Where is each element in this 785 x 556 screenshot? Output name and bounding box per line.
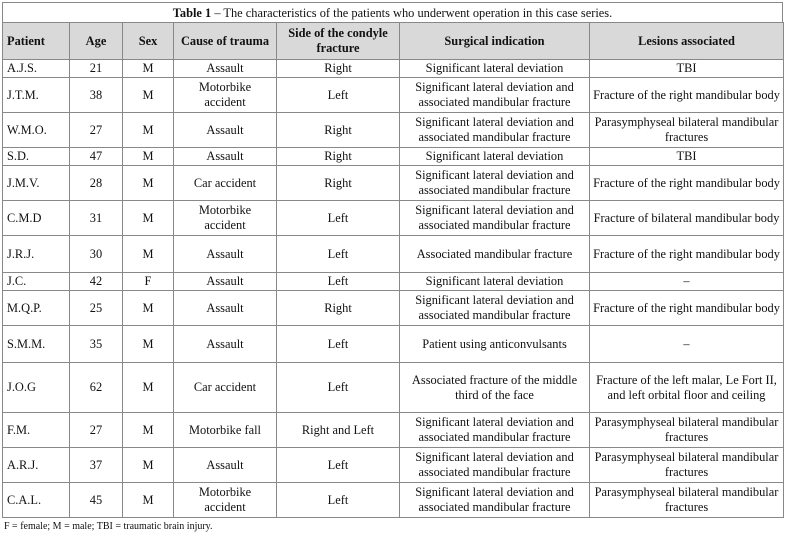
table-cell: M bbox=[123, 236, 174, 273]
table-cell: M bbox=[123, 78, 174, 113]
table-cell: Assault bbox=[174, 326, 277, 363]
table-cell: 35 bbox=[70, 326, 123, 363]
table-cell: Significant lateral deviation and associated mandibular fracture bbox=[400, 78, 590, 113]
table-caption-text: – The characteristics of the patients who underwent operation in this case series. bbox=[211, 6, 613, 20]
table-cell: J.M.V. bbox=[3, 166, 70, 201]
table-cell: Parasymphyseal bilateral mandibular fractures bbox=[590, 113, 784, 148]
table-cell: – bbox=[590, 273, 784, 291]
header-cell: Age bbox=[70, 23, 123, 60]
table-cell: M bbox=[123, 291, 174, 326]
table-cell: Left bbox=[277, 448, 400, 483]
header-cell: Lesions associated bbox=[590, 23, 784, 60]
table-cell: Fracture of the left malar, Le Fort II, and left orbital floor and ceiling bbox=[590, 363, 784, 413]
table-cell: Right and Left bbox=[277, 413, 400, 448]
table-cell: Significant lateral deviation and associated mandibular fracture bbox=[400, 483, 590, 518]
table-cell: Motorbike accident bbox=[174, 78, 277, 113]
table-cell: M bbox=[123, 201, 174, 236]
table-cell: J.T.M. bbox=[3, 78, 70, 113]
table-cell: Assault bbox=[174, 60, 277, 78]
table-cell: Significant lateral deviation bbox=[400, 148, 590, 166]
table-row bbox=[3, 201, 784, 236]
table-cell: Left bbox=[277, 363, 400, 413]
table-cell: J.R.J. bbox=[3, 236, 70, 273]
table-row bbox=[3, 326, 784, 363]
header-row bbox=[3, 23, 784, 60]
table-cell: S.D. bbox=[3, 148, 70, 166]
table-cell: Fracture of the right mandibular body bbox=[590, 291, 784, 326]
table-cell: Assault bbox=[174, 236, 277, 273]
table-cell: Right bbox=[277, 166, 400, 201]
table-cell: Associated mandibular fracture bbox=[400, 236, 590, 273]
table-cell: 28 bbox=[70, 166, 123, 201]
table-cell: J.O.G bbox=[3, 363, 70, 413]
table-row bbox=[3, 113, 784, 148]
table-cell: Right bbox=[277, 291, 400, 326]
table-cell: M bbox=[123, 148, 174, 166]
table-cell: Significant lateral deviation bbox=[400, 60, 590, 78]
table-cell: 38 bbox=[70, 78, 123, 113]
table-cell: Significant lateral deviation and associated mandibular fracture bbox=[400, 166, 590, 201]
table-cell: Left bbox=[277, 201, 400, 236]
table-caption-label: Table 1 bbox=[172, 6, 212, 20]
table-cell: Parasymphyseal bilateral mandibular fractures bbox=[590, 448, 784, 483]
table-cell: 45 bbox=[70, 483, 123, 518]
table-cell: 27 bbox=[70, 413, 123, 448]
table-cell: M bbox=[123, 166, 174, 201]
table-cell: Left bbox=[277, 78, 400, 113]
table-cell: Significant lateral deviation bbox=[400, 273, 590, 291]
table-cell: Fracture of bilateral mandibular body bbox=[590, 201, 784, 236]
table-cell: 21 bbox=[70, 60, 123, 78]
table-row bbox=[3, 60, 784, 78]
table-wrapper bbox=[2, 2, 783, 532]
table-cell: M bbox=[123, 326, 174, 363]
header-cell: Cause of trauma bbox=[174, 23, 277, 60]
table-cell: Patient using anticonvulsants bbox=[400, 326, 590, 363]
table-cell: M bbox=[123, 448, 174, 483]
table-cell: Left bbox=[277, 483, 400, 518]
table-cell: 47 bbox=[70, 148, 123, 166]
table-cell: C.M.D bbox=[3, 201, 70, 236]
table-cell: Significant lateral deviation and associated mandibular fracture bbox=[400, 113, 590, 148]
header-cell: Surgical indication bbox=[400, 23, 590, 60]
table-cell: M bbox=[123, 113, 174, 148]
table-cell: Fracture of the right mandibular body bbox=[590, 166, 784, 201]
table-row bbox=[3, 291, 784, 326]
table-cell: Fracture of the right mandibular body bbox=[590, 236, 784, 273]
table-cell: 25 bbox=[70, 291, 123, 326]
table-cell: J.C. bbox=[3, 273, 70, 291]
table-cell: Assault bbox=[174, 448, 277, 483]
table-cell: Significant lateral deviation and associated mandibular fracture bbox=[400, 291, 590, 326]
table-cell: 31 bbox=[70, 201, 123, 236]
table-cell: Significant lateral deviation and associated mandibular fracture bbox=[400, 448, 590, 483]
table-row bbox=[3, 273, 784, 291]
table-cell: 30 bbox=[70, 236, 123, 273]
table-cell: Assault bbox=[174, 148, 277, 166]
table-cell: Assault bbox=[174, 291, 277, 326]
table-cell: Car accident bbox=[174, 363, 277, 413]
table-footnote: F = female; M = male; TBI = traumatic brain injury. bbox=[4, 521, 213, 532]
table-cell: Right bbox=[277, 148, 400, 166]
table-cell: Significant lateral deviation and associated mandibular fracture bbox=[400, 413, 590, 448]
table-cell: Left bbox=[277, 236, 400, 273]
table-cell: Fracture of the right mandibular body bbox=[590, 78, 784, 113]
table-cell: – bbox=[590, 326, 784, 363]
table-cell: Associated fracture of the middle third of the face bbox=[400, 363, 590, 413]
table-row bbox=[3, 148, 784, 166]
table-cell: Parasymphyseal bilateral mandibular fractures bbox=[590, 413, 784, 448]
table-cell: 37 bbox=[70, 448, 123, 483]
table-row bbox=[3, 483, 784, 518]
table-cell: TBI bbox=[590, 60, 784, 78]
patients-table bbox=[2, 22, 784, 518]
table-cell: M bbox=[123, 483, 174, 518]
table-cell: 42 bbox=[70, 273, 123, 291]
table-cell: M bbox=[123, 363, 174, 413]
table-cell: A.R.J. bbox=[3, 448, 70, 483]
table-cell: Assault bbox=[174, 113, 277, 148]
header-cell: Sex bbox=[123, 23, 174, 60]
table-cell: C.A.L. bbox=[3, 483, 70, 518]
table-cell: M.Q.P. bbox=[3, 291, 70, 326]
table-row bbox=[3, 78, 784, 113]
table-cell: Motorbike accident bbox=[174, 483, 277, 518]
table-cell: S.M.M. bbox=[3, 326, 70, 363]
table-cell: TBI bbox=[590, 148, 784, 166]
table-row bbox=[3, 236, 784, 273]
table-cell: 27 bbox=[70, 113, 123, 148]
table-cell: Left bbox=[277, 326, 400, 363]
table-cell: A.J.S. bbox=[3, 60, 70, 78]
table-cell: Motorbike fall bbox=[174, 413, 277, 448]
table-row bbox=[3, 166, 784, 201]
table-cell: Car accident bbox=[174, 166, 277, 201]
table-cell: Assault bbox=[174, 273, 277, 291]
table-cell: F bbox=[123, 273, 174, 291]
table-cell: 62 bbox=[70, 363, 123, 413]
table-cell: Significant lateral deviation and associated mandibular fracture bbox=[400, 201, 590, 236]
table-row bbox=[3, 448, 784, 483]
header-cell: Patient bbox=[3, 23, 70, 60]
table-cell: M bbox=[123, 60, 174, 78]
table-cell: Right bbox=[277, 60, 400, 78]
table-caption bbox=[2, 2, 783, 22]
header-cell: Side of the condyle fracture bbox=[277, 23, 400, 60]
table-cell: Parasymphyseal bilateral mandibular fractures bbox=[590, 483, 784, 518]
table-row bbox=[3, 413, 784, 448]
table-cell: Left bbox=[277, 273, 400, 291]
table-cell: W.M.O. bbox=[3, 113, 70, 148]
table-cell: M bbox=[123, 413, 174, 448]
table-cell: Right bbox=[277, 113, 400, 148]
table-cell: Motorbike accident bbox=[174, 201, 277, 236]
table-cell: F.M. bbox=[3, 413, 70, 448]
table-row bbox=[3, 363, 784, 413]
